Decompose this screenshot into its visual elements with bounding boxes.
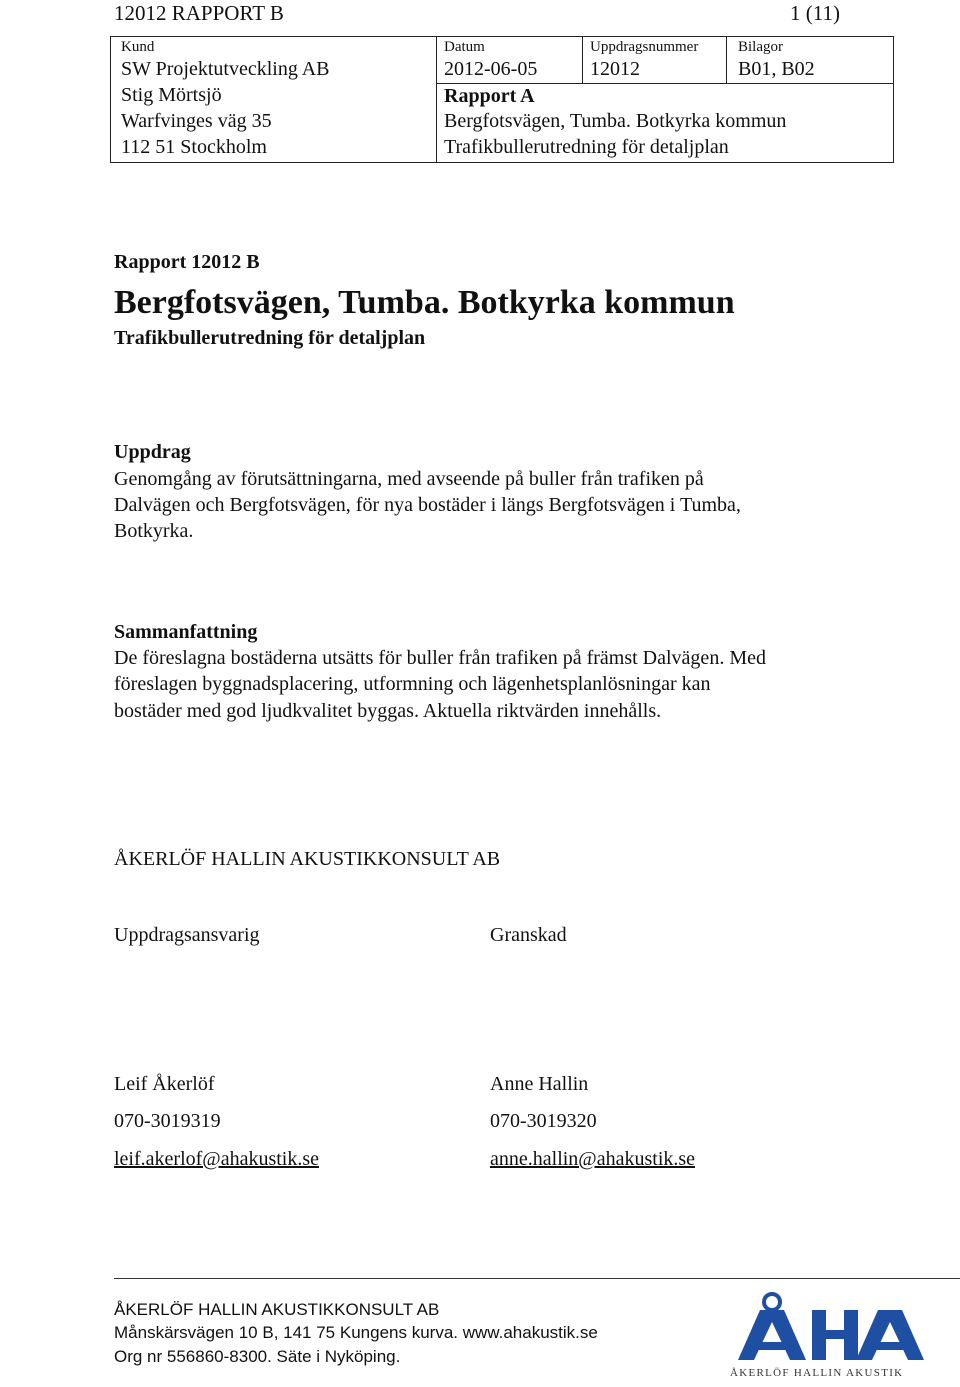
role-granskad: Granskad bbox=[490, 924, 567, 946]
report-label: Rapport 12012 B bbox=[114, 251, 260, 273]
uppdragsnummer-value: 12012 bbox=[590, 58, 640, 80]
bilagor-label: Bilagor bbox=[738, 39, 783, 55]
aha-logo bbox=[728, 1290, 928, 1382]
sammanfattning-line-2: föreslagen byggnadsplacering, utformning och lägenhetsplanlösningar kan bbox=[114, 673, 711, 695]
report-subtitle: Trafikbullerutredning för detaljplan bbox=[114, 327, 426, 349]
role-uppdragsansvarig: Uppdragsansvarig bbox=[114, 924, 260, 946]
kund-line-1: SW Projektutveckling AB bbox=[121, 58, 330, 80]
page-number: 1 (11) bbox=[790, 1, 840, 25]
uppdrag-heading: Uppdrag bbox=[114, 441, 191, 463]
footer-orgnr: Org nr 556860-8300. Säte i Nyköping. bbox=[114, 1347, 401, 1366]
left-signer-phone: 070-3019319 bbox=[114, 1110, 221, 1132]
left-signer-email-link[interactable]: leif.akerlof@ahakustik.se bbox=[114, 1148, 320, 1170]
uppdrag-line-2: Dalvägen och Bergfotsvägen, för nya bostäder i längs Bergfotsvägen i Tumba, bbox=[114, 494, 741, 516]
kund-line-2: Stig Mörtsjö bbox=[121, 84, 222, 106]
sammanfattning-heading: Sammanfattning bbox=[114, 621, 258, 643]
company-name: ÅKERLÖF HALLIN AKUSTIKKONSULT AB bbox=[114, 848, 501, 870]
bilagor-value: B01, B02 bbox=[738, 58, 815, 80]
kund-line-4: 112 51 Stockholm bbox=[121, 136, 267, 158]
sammanfattning-line-3: bostäder med god ljudkvalitet byggas. Aktuella riktvärden innehålls. bbox=[114, 700, 662, 722]
uppdrag-line-1: Genomgång av förutsättningarna, med avseende på buller från trafiken på bbox=[114, 468, 704, 490]
kund-line-3: Warfvinges väg 35 bbox=[121, 110, 272, 132]
right-signer-name: Anne Hallin bbox=[490, 1073, 589, 1095]
kund-label: Kund bbox=[121, 39, 155, 55]
footer-company: ÅKERLÖF HALLIN AKUSTIKKONSULT AB bbox=[114, 1300, 440, 1319]
rapport-a-line-2: Trafikbullerutredning för detaljplan bbox=[444, 136, 729, 158]
rapport-a-line-1: Bergfotsvägen, Tumba. Botkyrka kommun bbox=[444, 110, 787, 132]
right-signer-email-link[interactable]: anne.hallin@ahakustik.se bbox=[490, 1148, 696, 1170]
footer-address: Månskärsvägen 10 B, 141 75 Kungens kurva. www.ahakustik.se bbox=[114, 1323, 598, 1342]
rapport-a-title: Rapport A bbox=[444, 85, 535, 107]
uppdragsnummer-label: Uppdragsnummer bbox=[590, 39, 699, 55]
right-signer-phone: 070-3019320 bbox=[490, 1110, 597, 1132]
datum-value: 2012-06-05 bbox=[444, 58, 538, 80]
left-signer-name: Leif Åkerlöf bbox=[114, 1073, 215, 1095]
uppdrag-line-3: Botkyrka. bbox=[114, 520, 194, 542]
logo-caption: ÅKERLÖF HALLIN AKUSTIK bbox=[730, 1367, 904, 1379]
datum-label: Datum bbox=[444, 39, 485, 55]
report-title: Bergfotsvägen, Tumba. Botkyrka kommun bbox=[114, 284, 735, 321]
info-table bbox=[110, 36, 893, 162]
footer-divider bbox=[114, 1278, 960, 1279]
sammanfattning-line-1: De föreslagna bostäderna utsätts för buller från trafiken på främst Dalvägen. Med bbox=[114, 647, 766, 669]
page-header-left: 12012 RAPPORT B bbox=[114, 1, 284, 25]
